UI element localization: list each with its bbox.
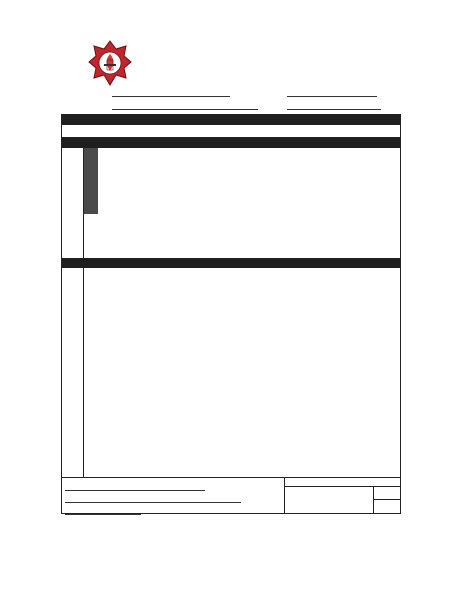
date-field[interactable]	[287, 88, 377, 97]
sepsis-score-panel	[284, 478, 400, 514]
general-information-band	[62, 115, 400, 125]
screening-form	[61, 114, 401, 514]
sirs-band	[62, 138, 400, 148]
unit-field[interactable]	[287, 101, 381, 110]
medical-history-band	[62, 258, 400, 268]
sirs-label-bar	[84, 148, 98, 214]
state-number-field[interactable]	[65, 506, 141, 515]
signature-field[interactable]	[65, 494, 241, 503]
probable-score-box[interactable]	[373, 499, 400, 513]
possible-score-box[interactable]	[373, 486, 400, 499]
fire-department-logo	[88, 40, 132, 86]
major-criteria-sidebar	[62, 148, 84, 258]
date-line	[287, 88, 377, 97]
age-living-conditions-row	[62, 125, 400, 138]
state-number-line	[65, 506, 141, 515]
patient-name-line	[112, 88, 230, 97]
minor-criteria-sidebar	[62, 268, 84, 477]
ir-field[interactable]	[112, 101, 258, 110]
signature-line	[65, 494, 241, 503]
patient-name-field[interactable]	[112, 88, 230, 97]
ir-line	[112, 101, 258, 110]
provider-name-field[interactable]	[65, 482, 205, 491]
unit-line	[287, 101, 381, 110]
form-footer	[62, 477, 400, 514]
provider-name-line	[65, 482, 205, 491]
